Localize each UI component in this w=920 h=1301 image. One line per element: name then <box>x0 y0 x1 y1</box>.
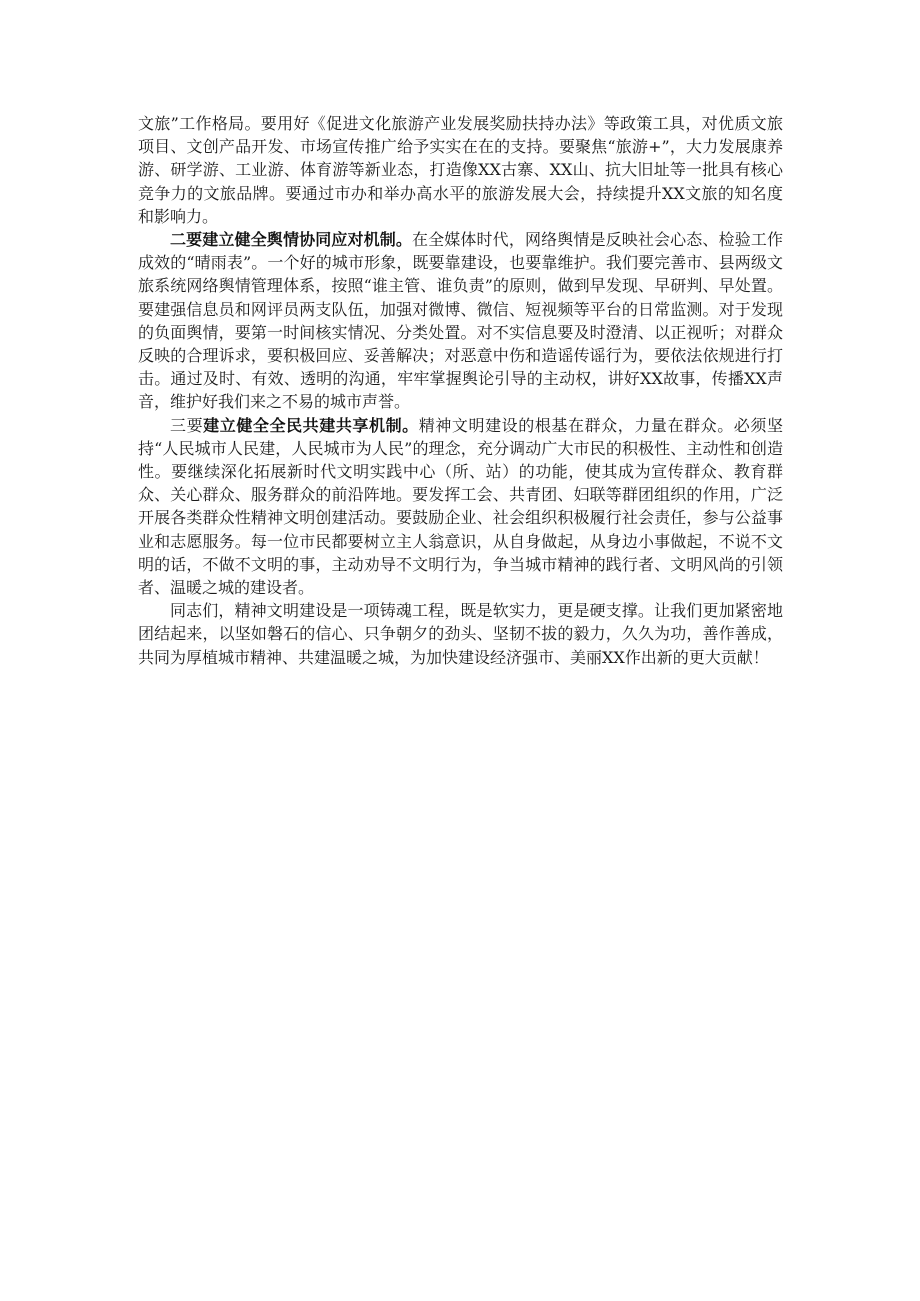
paragraph-lead-prefix: 三要 <box>170 415 204 435</box>
paragraph-text: 同志们，精神文明建设是一项铸魂工程，既是软实力，更是硬支撑。让我们更加紧密地团结起来，以坚如磐石的信心、只争朝夕的劲头、坚韧不拔的毅力，久久为功，善作善成，共同为厚植城市精神、共建温暖之城，为加快建设经济强市、美丽XX作出新的更大贡献！ <box>138 601 783 667</box>
paragraph-lead-heading: 二要建立健全舆情协同应对机制。 <box>170 230 413 250</box>
paragraph-continuation <box>138 112 783 228</box>
document-body <box>138 112 783 669</box>
paragraph-public-opinion-mechanism <box>138 228 783 414</box>
paragraph-closing <box>138 599 783 669</box>
paragraph-co-construction-mechanism <box>138 414 783 600</box>
paragraph-text: 精神文明建设的根基在群众，力量在群众。必须坚持“人民城市人民建，人民城市为人民”的理念，充分调动广大市民的积极性、主动性和创造性。要继续深化拓展新时代文明实践中心（所、站）的功能，使其成为宣传群众、教育群众、关心群众、服务群众的前沿阵地。要发挥工会、共青团、妇联等群团组织的作用，广泛开展各类群众性精神文明创建活动。要鼓励企业、社会组织积极履行社会责任，参与公益事业和志愿服务。每一位市民都要树立主人翁意识，从自身做起，从身边小事做起，不说不文明的话，不做不文明的事，主动劝导不文明行为，争当城市精神的践行者、文明风尚的引领者、温暖之城的建设者。 <box>138 415 783 598</box>
paragraph-text: 在全媒体时代，网络舆情是反映社会心态、检验工作成效的“晴雨表”。一个好的城市形象，既要靠建设，也要靠维护。我们要完善市、县两级文旅系统网络舆情管理体系，按照“谁主管、谁负责”的原则，做到早发现、早研判、早处置。要建强信息员和网评员两支队伍，加强对微博、微信、短视频等平台的日常监测。对于发现的负面舆情，要第一时间核实情况、分类处置。对不实信息要及时澄清、以正视听；对群众反映的合理诉求，要积极回应、妥善解决；对恶意中伤和造谣传谣行为，要依法依规进行打击。通过及时、有效、透明的沟通，牢牢掌握舆论引导的主动权，讲好XX故事，传播XX声音，维护好我们来之不易的城市声誉。 <box>138 230 783 412</box>
paragraph-text: 文旅”工作格局。要用好《促进文化旅游产业发展奖励扶持办法》等政策工具，对优质文旅项目、文创产品开发、市场宣传推广给予实实在在的支持。要聚焦“旅游+”，大力发展康养游、研学游、工业游、体育游等新业态，打造像XX古寨、XX山、抗大旧址等一批具有核心竞争力的文旅品牌。要通过市办和举办高水平的旅游发展大会，持续提升XX文旅的知名度和影响力。 <box>138 114 783 226</box>
paragraph-lead-heading: 建立健全全民共建共享机制。 <box>203 415 419 435</box>
